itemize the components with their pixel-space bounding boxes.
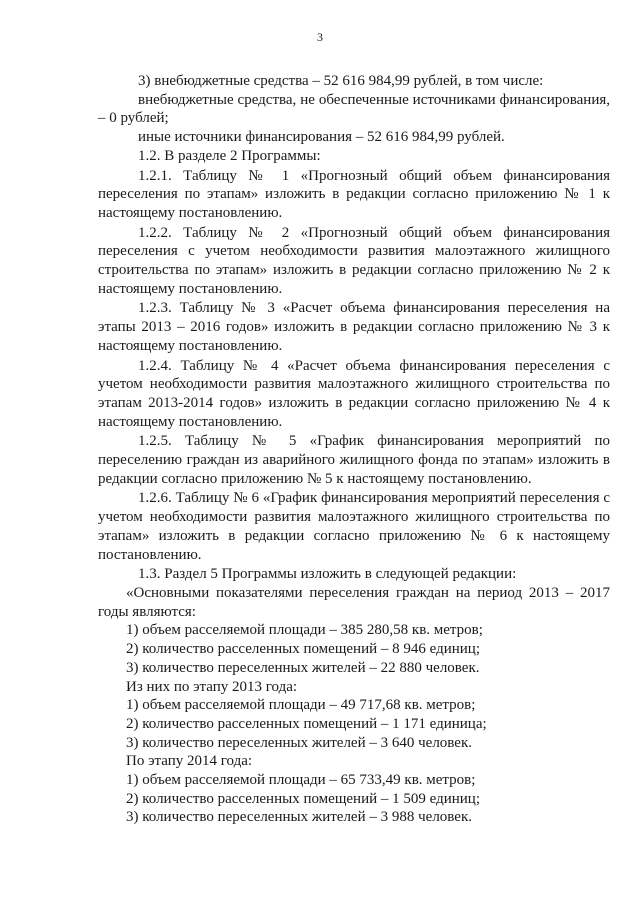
paragraph-indicators-intro: «Основными показателями переселения граждан на период 2013 – 2017 годы являются: xyxy=(98,584,610,620)
paragraph-1-2-3: 1.2.3. Таблицу № 3 «Расчет объема финансирования переселения на этапы 2013 – 2016 годов» изложить в редакции согласно приложению № 3 к настоящему постановлению. xyxy=(98,300,610,354)
stage-2013-heading: Из них по этапу 2013 года: xyxy=(126,678,298,695)
paragraph-extrabudget-unsecured: внебюджетные средства, не обеспеченные источниками финансирования, – 0 рублей; xyxy=(98,91,610,127)
list-item: 3) количество переселенных жителей – 3 640 человек. xyxy=(126,734,472,751)
list-item: 2) количество расселенных помещений – 8 946 единиц; xyxy=(126,641,480,658)
paragraph-1-2-4: 1.2.4. Таблицу № 4 «Расчет объема финансирования переселения с учетом необходимости развития малоэтажного жилищного строительства по этапам 2013-2014 годов» изложить в редакции согласно приложению № 4 к настоящему постановлению. xyxy=(98,357,610,430)
list-item: 3) количество переселенных жителей – 3 988 человек. xyxy=(126,809,472,826)
list-item: 1) объем расселяемой площади – 49 717,68 кв. метров; xyxy=(126,697,476,714)
paragraph-section-2: 1.2. В разделе 2 Программы: xyxy=(138,147,321,164)
paragraph-1-2-6: 1.2.6. Таблицу № 6 «График финансирования мероприятий переселения с учетом необходимости развития малоэтажного жилищного строительства по этапам» изложить в редакции согласно приложению № 6 к настоящему постановлению. xyxy=(98,490,610,563)
list-item: 3) количество переселенных жителей – 22 880 человек. xyxy=(126,659,480,676)
paragraph-section-5: 1.3. Раздел 5 Программы изложить в следующей редакции: xyxy=(138,566,517,583)
paragraph-1-2-2: 1.2.2. Таблицу № 2 «Прогнозный общий объем финансирования переселения с учетом необходимости развития малоэтажного жилищного строительства по этапам» изложить в редакции согласно приложению № 2 к настоящему постановлению. xyxy=(98,224,610,297)
paragraph-1-2-5: 1.2.5. Таблицу № 5 «График финансирования мероприятий по переселению граждан из аварийного жилищного фонда по этапам» изложить в редакции согласно приложению № 5 к настоящему постановлению. xyxy=(98,433,610,487)
stage-2014-heading: По этапу 2014 года: xyxy=(126,753,253,770)
list-item: 2) количество расселенных помещений – 1 171 единица; xyxy=(126,715,487,732)
list-item: 1) объем расселяемой площади – 385 280,58 кв. метров; xyxy=(126,622,483,639)
paragraph-other-sources: иные источники финансирования – 52 616 984,99 рублей. xyxy=(138,129,505,146)
page-number: 3 xyxy=(317,30,323,44)
list-item: 1) объем расселяемой площади – 65 733,49 кв. метров; xyxy=(126,772,476,789)
document-body xyxy=(98,72,610,827)
list-item: 2) количество расселенных помещений – 1 509 единиц; xyxy=(126,790,480,807)
paragraph-1-2-1: 1.2.1. Таблицу № 1 «Прогнозный общий объем финансирования переселения по этапам» изложить в редакции согласно приложению № 1 к настоящему постановлению. xyxy=(98,167,610,221)
paragraph-extrabudget-total: 3) внебюджетные средства – 52 616 984,99 рублей, в том числе: xyxy=(138,73,544,89)
